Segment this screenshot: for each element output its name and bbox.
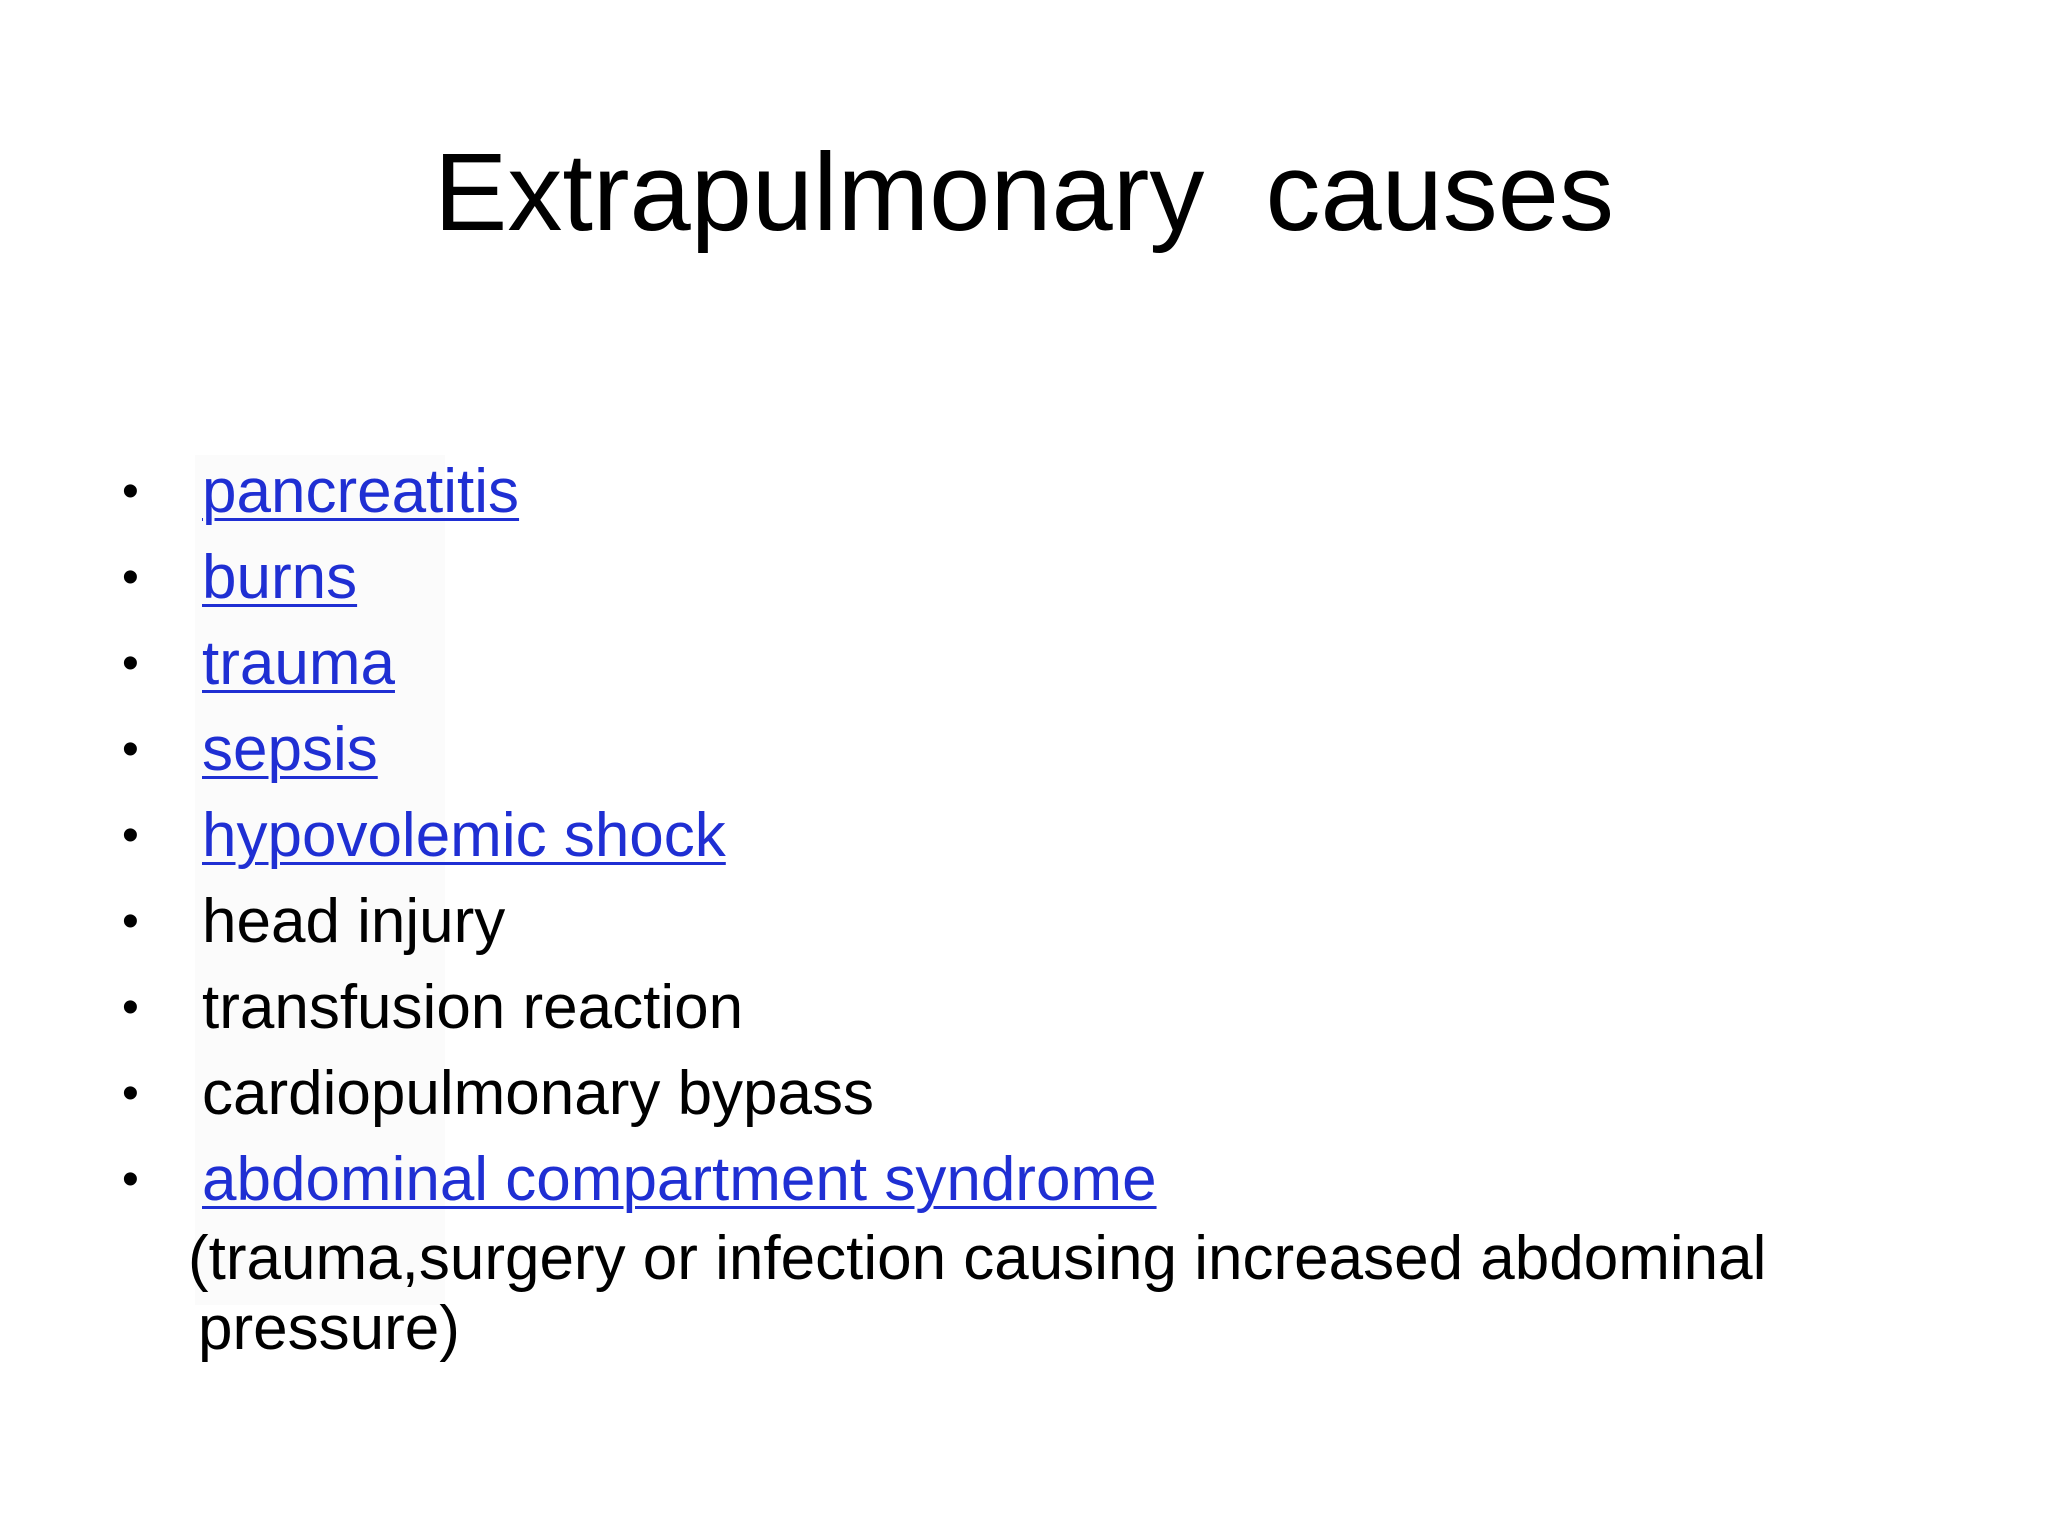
bullet-icon: • <box>122 551 139 604</box>
link-pancreatitis[interactable]: pancreatitis <box>202 457 520 526</box>
list-item <box>122 879 1157 965</box>
bullet-icon: • <box>122 723 139 776</box>
bullet-icon: • <box>122 1153 139 1206</box>
list-item <box>122 965 1157 1051</box>
link-abdominal-compartment-syndrome[interactable]: abdominal compartment syndrome <box>202 1145 1157 1214</box>
item-transfusion-reaction: transfusion reaction <box>202 973 744 1042</box>
item-head-injury: head injury <box>202 887 506 956</box>
bullet-icon: • <box>122 981 139 1034</box>
note-line-1: (trauma,surgery or infection causing increased abdominal <box>188 1224 1767 1293</box>
link-trauma[interactable]: trauma <box>202 629 395 698</box>
list-item <box>122 1137 1157 1223</box>
link-sepsis[interactable]: sepsis <box>202 715 378 784</box>
bullet-icon: • <box>122 637 139 690</box>
list-item <box>122 793 1157 879</box>
item-cardiopulmonary-bypass: cardiopulmonary bypass <box>202 1059 875 1128</box>
causes-list <box>122 449 1157 1223</box>
list-item <box>122 1051 1157 1137</box>
slide-title: Extrapulmonary causes <box>434 131 1614 254</box>
note-line-2: pressure) <box>198 1294 460 1363</box>
list-item <box>122 707 1157 793</box>
bullet-icon: • <box>122 809 139 862</box>
list-item <box>122 449 1157 535</box>
link-hypovolemic-shock[interactable]: hypovolemic shock <box>202 801 726 870</box>
abdominal-note <box>188 1224 1948 1364</box>
bullet-icon: • <box>122 895 139 948</box>
list-item <box>122 621 1157 707</box>
bullet-icon: • <box>122 465 139 518</box>
link-burns[interactable]: burns <box>202 543 358 612</box>
list-item <box>122 535 1157 621</box>
bullet-icon: • <box>122 1067 139 1120</box>
